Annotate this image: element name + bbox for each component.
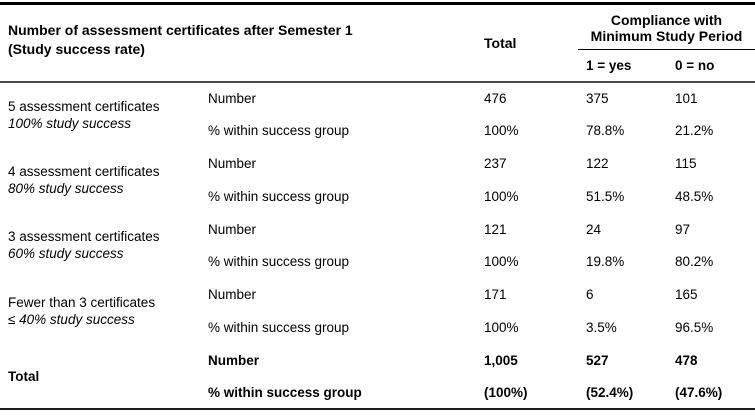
group-cell-fewer-than-3	[0, 278, 200, 344]
cell-value-no: 478	[675, 352, 698, 368]
table-title-line1: Number of assessment certificates after Semester 1	[8, 21, 353, 38]
group-note: 60% study success	[8, 246, 124, 262]
group-cell-5-certificates	[0, 82, 200, 148]
stat-label: Number	[208, 155, 257, 171]
cell-value-no: 115	[675, 155, 697, 171]
group-label: Total	[8, 368, 40, 384]
cell-value-total: 100%	[484, 123, 519, 139]
stat-label: % within success group	[208, 188, 350, 204]
table-title-line2: (Study success rate)	[8, 40, 145, 57]
group-note: ≤ 40% study success	[8, 312, 135, 328]
table-row	[0, 82, 755, 115]
cell-value-no: (47.6%)	[675, 385, 723, 401]
cell-value-no: 96.5%	[675, 319, 714, 335]
stat-label: Number	[208, 352, 260, 368]
table-title	[0, 4, 476, 82]
table-row	[0, 147, 755, 180]
group-label: 4 assessment certificates	[8, 163, 160, 179]
column-header-yes: 1 = yes	[578, 50, 667, 82]
stat-label: % within success group	[208, 254, 350, 270]
group-note: 100% study success	[8, 115, 132, 131]
header-row-1	[0, 4, 755, 50]
cell-value-total: 100%	[484, 254, 519, 270]
cell-value-yes: 6	[586, 287, 594, 303]
column-header-no: 0 = no	[667, 50, 755, 82]
cell-value-yes: 51.5%	[586, 188, 625, 204]
cell-value-yes: 24	[586, 221, 602, 237]
column-header-total: Total	[476, 4, 578, 82]
stat-label: % within success group	[208, 385, 362, 401]
cell-value-total: 100%	[484, 188, 519, 204]
cell-value-no: 165	[675, 287, 698, 303]
cell-value-total: 100%	[484, 319, 519, 335]
stat-label: Number	[208, 90, 257, 106]
group-cell-4-certificates	[0, 147, 200, 213]
stat-label: % within success group	[208, 319, 350, 335]
compliance-header-line2: Minimum Study Period	[590, 28, 743, 44]
stat-label: Number	[208, 287, 257, 303]
group-cell-3-certificates	[0, 213, 200, 279]
group-label: Fewer than 3 certificates	[8, 295, 156, 311]
cell-value-yes: (52.4%)	[586, 385, 634, 401]
cell-value-no: 21.2%	[675, 123, 714, 139]
cell-value-total: (100%)	[484, 385, 528, 401]
group-label: 3 assessment certificates	[8, 229, 160, 245]
cell-value-no: 80.2%	[675, 254, 714, 270]
cell-value-no: 48.5%	[675, 188, 714, 204]
cell-value-yes: 122	[586, 155, 609, 171]
table-row	[0, 278, 755, 311]
group-note: 80% study success	[8, 180, 124, 196]
cell-value-no: 97	[675, 221, 691, 237]
cell-value-no: 101	[675, 90, 698, 106]
group-cell-total	[0, 344, 200, 410]
crosstab-table	[0, 2, 755, 410]
cell-value-total: 121	[484, 221, 507, 237]
cell-value-yes: 527	[586, 352, 609, 368]
cell-value-yes: 19.8%	[586, 254, 625, 270]
cell-value-yes: 3.5%	[586, 319, 617, 335]
cell-value-total: 1,005	[484, 352, 518, 368]
table-row	[0, 213, 755, 246]
table-row-total	[0, 344, 755, 377]
group-label: 5 assessment certificates	[8, 98, 160, 114]
cell-value-total: 171	[484, 287, 507, 303]
cell-value-yes: 78.8%	[586, 123, 625, 139]
column-header-compliance	[578, 4, 755, 50]
cell-value-total: 476	[484, 90, 507, 106]
cell-value-yes: 375	[586, 90, 609, 106]
compliance-header-line1: Compliance with	[610, 12, 723, 28]
stat-label: Number	[208, 221, 257, 237]
cell-value-total: 237	[484, 155, 507, 171]
stat-label: % within success group	[208, 123, 350, 139]
